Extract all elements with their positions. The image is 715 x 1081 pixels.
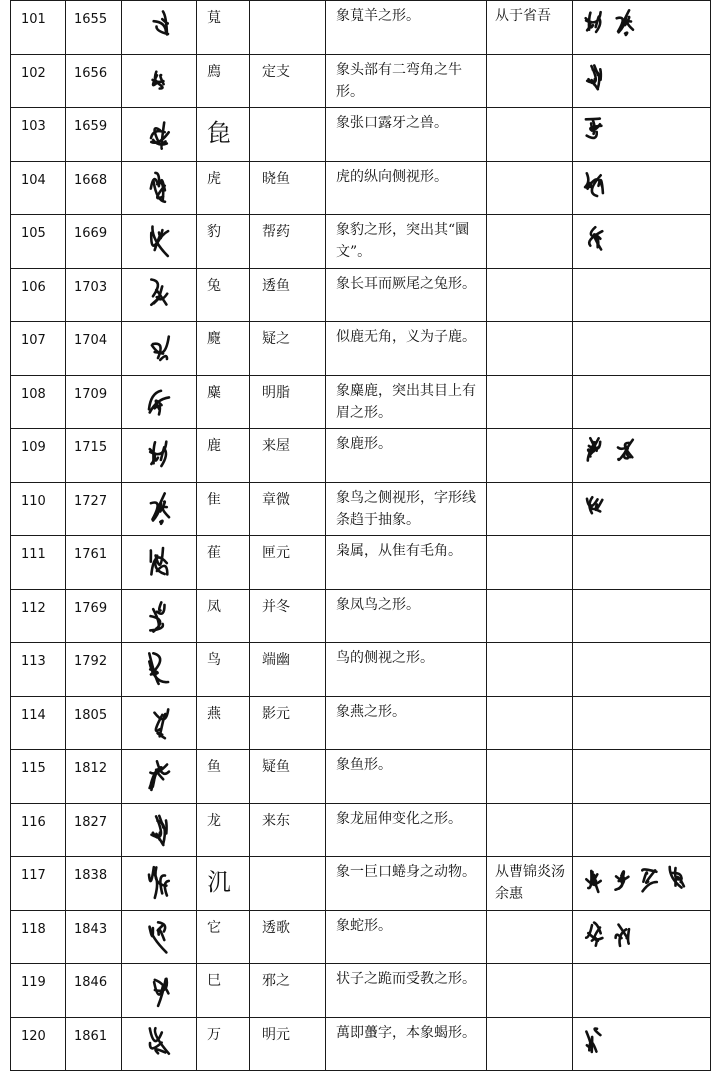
oracle-glyph-drawing [145,1025,173,1063]
oracle-glyph-image [122,429,197,483]
character-code: 1846 [66,964,122,1018]
variant-glyphs [573,268,711,322]
variant-glyph-drawing [581,489,607,521]
source-note [487,482,573,536]
phonetic-reading [250,108,326,162]
oracle-glyph-drawing [145,543,173,581]
glyph-description: 象凤鸟之形。 [326,589,487,643]
variant-glyphs [573,161,711,215]
source-note [487,108,573,162]
modern-character: 巳 [197,964,250,1018]
variant-glyph-drawing [581,114,607,146]
table-row [11,54,711,108]
character-code: 1792 [66,643,122,697]
modern-character: 鸟 [197,643,250,697]
source-note [487,54,573,108]
variant-glyph-drawing [581,7,607,39]
modern-character: 隹 [197,482,250,536]
phonetic-reading: 定支 [250,54,326,108]
variant-glyphs [573,696,711,750]
character-code: 1659 [66,108,122,162]
variant-glyph-drawing [611,917,637,949]
row-number: 106 [11,268,66,322]
row-number: 113 [11,643,66,697]
phonetic-reading: 章微 [250,482,326,536]
character-code: 1761 [66,536,122,590]
modern-character: 龙 [197,803,250,857]
oracle-glyph-image [122,215,197,269]
phonetic-reading: 晓鱼 [250,161,326,215]
source-note [487,215,573,269]
phonetic-reading: 影元 [250,696,326,750]
variant-glyph-drawing [581,221,607,253]
table-row [11,215,711,269]
oracle-glyph-image [122,910,197,964]
oracle-glyph-drawing [145,864,173,902]
variant-glyphs [573,1017,711,1071]
oracle-glyph-image [122,1017,197,1071]
oracle-glyph-image [122,375,197,429]
source-note [487,750,573,804]
table-row [11,429,711,483]
glyph-description: 鸟的侧视之形。 [326,643,487,697]
oracle-glyph-drawing [145,115,173,153]
variant-glyph-drawing [611,7,637,39]
variant-glyphs [573,643,711,697]
oracle-glyph-image [122,696,197,750]
table-body [11,1,711,1071]
oracle-glyph-image [122,54,197,108]
modern-character: 㲋 [197,108,250,162]
glyph-description: 象一巨口蜷身之动物。 [326,857,487,911]
source-note [487,696,573,750]
character-code: 1668 [66,161,122,215]
modern-character: 㲹 [197,857,250,911]
table-row [11,268,711,322]
glyph-description: 虎的纵向侧视形。 [326,161,487,215]
phonetic-reading: 来屋 [250,429,326,483]
variant-glyph-drawing [581,917,607,949]
variant-glyphs [573,803,711,857]
row-number: 102 [11,54,66,108]
phonetic-reading [250,857,326,911]
oracle-glyph-image [122,964,197,1018]
variant-glyph-drawing [581,1024,607,1056]
modern-character: 廌 [197,54,250,108]
variant-glyphs [573,589,711,643]
variant-glyph-drawing [581,863,605,895]
oracle-glyph-drawing [145,8,173,46]
character-table [10,0,711,1071]
oracle-glyph-image [122,322,197,376]
variant-glyph-drawing [581,61,607,93]
source-note [487,429,573,483]
row-number: 110 [11,482,66,536]
character-code: 1827 [66,803,122,857]
glyph-description: 象鸟之侧视形，字形线条趋于抽象。 [326,482,487,536]
modern-character: 豹 [197,215,250,269]
oracle-glyph-image [122,750,197,804]
row-number: 117 [11,857,66,911]
source-note [487,589,573,643]
oracle-glyph-image [122,482,197,536]
glyph-description: 象燕之形。 [326,696,487,750]
table-row [11,375,711,429]
oracle-glyph-image [122,536,197,590]
modern-character: 麑 [197,322,250,376]
table-row [11,803,711,857]
row-number: 104 [11,161,66,215]
character-code: 1656 [66,54,122,108]
variant-glyphs [573,215,711,269]
oracle-glyph-drawing [145,169,173,207]
row-number: 105 [11,215,66,269]
variant-glyphs [573,750,711,804]
oracle-glyph-image [122,1,197,55]
oracle-glyph-drawing [145,276,173,314]
glyph-description: 象萈羊之形。 [326,1,487,55]
row-number: 120 [11,1017,66,1071]
character-code: 1861 [66,1017,122,1071]
row-number: 109 [11,429,66,483]
glyph-description: 象蛇形。 [326,910,487,964]
oracle-glyph-image [122,589,197,643]
character-code: 1715 [66,429,122,483]
glyph-description: 象豹之形，突出其“圜文”。 [326,215,487,269]
table-row [11,161,711,215]
variant-glyph-drawing [637,863,661,895]
glyph-description: 象张口露牙之兽。 [326,108,487,162]
oracle-glyph-drawing [145,222,173,260]
table-row [11,589,711,643]
row-number: 103 [11,108,66,162]
modern-character: 麋 [197,375,250,429]
source-note [487,964,573,1018]
phonetic-reading: 帮药 [250,215,326,269]
table-row [11,536,711,590]
modern-character: 万 [197,1017,250,1071]
variant-glyph-drawing [665,863,689,895]
oracle-glyph-image [122,643,197,697]
oracle-glyph-drawing [145,971,173,1009]
oracle-glyph-drawing [145,329,173,367]
modern-character: 鹿 [197,429,250,483]
phonetic-reading: 透鱼 [250,268,326,322]
variant-glyph-drawing [609,863,633,895]
row-number: 107 [11,322,66,376]
phonetic-reading: 疑鱼 [250,750,326,804]
source-note [487,1017,573,1071]
oracle-glyph-image [122,803,197,857]
character-code: 1703 [66,268,122,322]
modern-character: 燕 [197,696,250,750]
oracle-glyph-image [122,161,197,215]
glyph-description: 象长耳而厥尾之兔形。 [326,268,487,322]
table-row [11,857,711,911]
oracle-glyph-drawing [145,62,173,100]
character-code: 1805 [66,696,122,750]
oracle-glyph-drawing [145,650,173,688]
table-row [11,1017,711,1071]
variant-glyphs [573,536,711,590]
glyph-description: 象鹿形。 [326,429,487,483]
oracle-glyph-image [122,268,197,322]
character-code: 1812 [66,750,122,804]
table-row [11,322,711,376]
variant-glyphs [573,1,711,55]
character-code: 1843 [66,910,122,964]
row-number: 101 [11,1,66,55]
row-number: 119 [11,964,66,1018]
row-number: 108 [11,375,66,429]
variant-glyphs [573,857,711,911]
character-code: 1669 [66,215,122,269]
row-number: 116 [11,803,66,857]
character-code: 1838 [66,857,122,911]
oracle-glyph-drawing [145,811,173,849]
modern-character: 凤 [197,589,250,643]
table-row [11,108,711,162]
row-number: 118 [11,910,66,964]
variant-glyphs [573,108,711,162]
variant-glyphs [573,375,711,429]
variant-glyphs [573,910,711,964]
table-row [11,696,711,750]
oracle-glyph-image [122,108,197,162]
variant-glyphs [573,322,711,376]
phonetic-reading: 端幽 [250,643,326,697]
table-row [11,750,711,804]
glyph-description: 萬即蠆字，本象蝎形。 [326,1017,487,1071]
phonetic-reading: 来东 [250,803,326,857]
glyph-description: 枭属，从隹有毛角。 [326,536,487,590]
source-note [487,803,573,857]
source-note [487,322,573,376]
row-number: 111 [11,536,66,590]
variant-glyph-drawing [581,435,607,467]
phonetic-reading: 并冬 [250,589,326,643]
glyph-description: 象龙屈伸变化之形。 [326,803,487,857]
variant-glyphs [573,964,711,1018]
oracle-glyph-image [122,857,197,911]
oracle-glyph-drawing [145,918,173,956]
source-note [487,161,573,215]
source-note [487,375,573,429]
row-number: 115 [11,750,66,804]
source-note [487,643,573,697]
oracle-glyph-drawing [145,490,173,528]
phonetic-reading: 邪之 [250,964,326,1018]
modern-character: 萑 [197,536,250,590]
glyph-description: 象头部有二弯角之牛形。 [326,54,487,108]
modern-character: 萈 [197,1,250,55]
glyph-description: 象麋鹿，突出其目上有眉之形。 [326,375,487,429]
character-code: 1704 [66,322,122,376]
modern-character: 鱼 [197,750,250,804]
oracle-glyph-drawing [145,383,173,421]
phonetic-reading: 匣元 [250,536,326,590]
source-note [487,268,573,322]
variant-glyph-drawing [581,168,607,200]
modern-character: 虎 [197,161,250,215]
phonetic-reading: 疑之 [250,322,326,376]
variant-glyph-drawing [611,435,637,467]
character-code: 1709 [66,375,122,429]
character-code: 1655 [66,1,122,55]
source-note [487,536,573,590]
row-number: 114 [11,696,66,750]
source-note: 从曹锦炎汤余惠 [487,857,573,911]
glyph-description: 象鱼形。 [326,750,487,804]
phonetic-reading: 明脂 [250,375,326,429]
glyph-description: 似鹿无角，义为子鹿。 [326,322,487,376]
phonetic-reading: 透歌 [250,910,326,964]
variant-glyphs [573,54,711,108]
oracle-glyph-drawing [145,757,173,795]
row-number: 112 [11,589,66,643]
phonetic-reading: 明元 [250,1017,326,1071]
phonetic-reading [250,1,326,55]
table-row [11,643,711,697]
table-row [11,1,711,55]
oracle-glyph-drawing [145,597,173,635]
table-row [11,910,711,964]
modern-character: 它 [197,910,250,964]
character-code: 1769 [66,589,122,643]
table-row [11,482,711,536]
source-note [487,910,573,964]
table-row [11,964,711,1018]
character-code: 1727 [66,482,122,536]
oracle-glyph-drawing [145,436,173,474]
variant-glyphs [573,429,711,483]
glyph-description: 状子之跪而受教之形。 [326,964,487,1018]
modern-character: 兔 [197,268,250,322]
oracle-glyph-drawing [145,704,173,742]
variant-glyphs [573,482,711,536]
source-note: 从于省吾 [487,1,573,55]
